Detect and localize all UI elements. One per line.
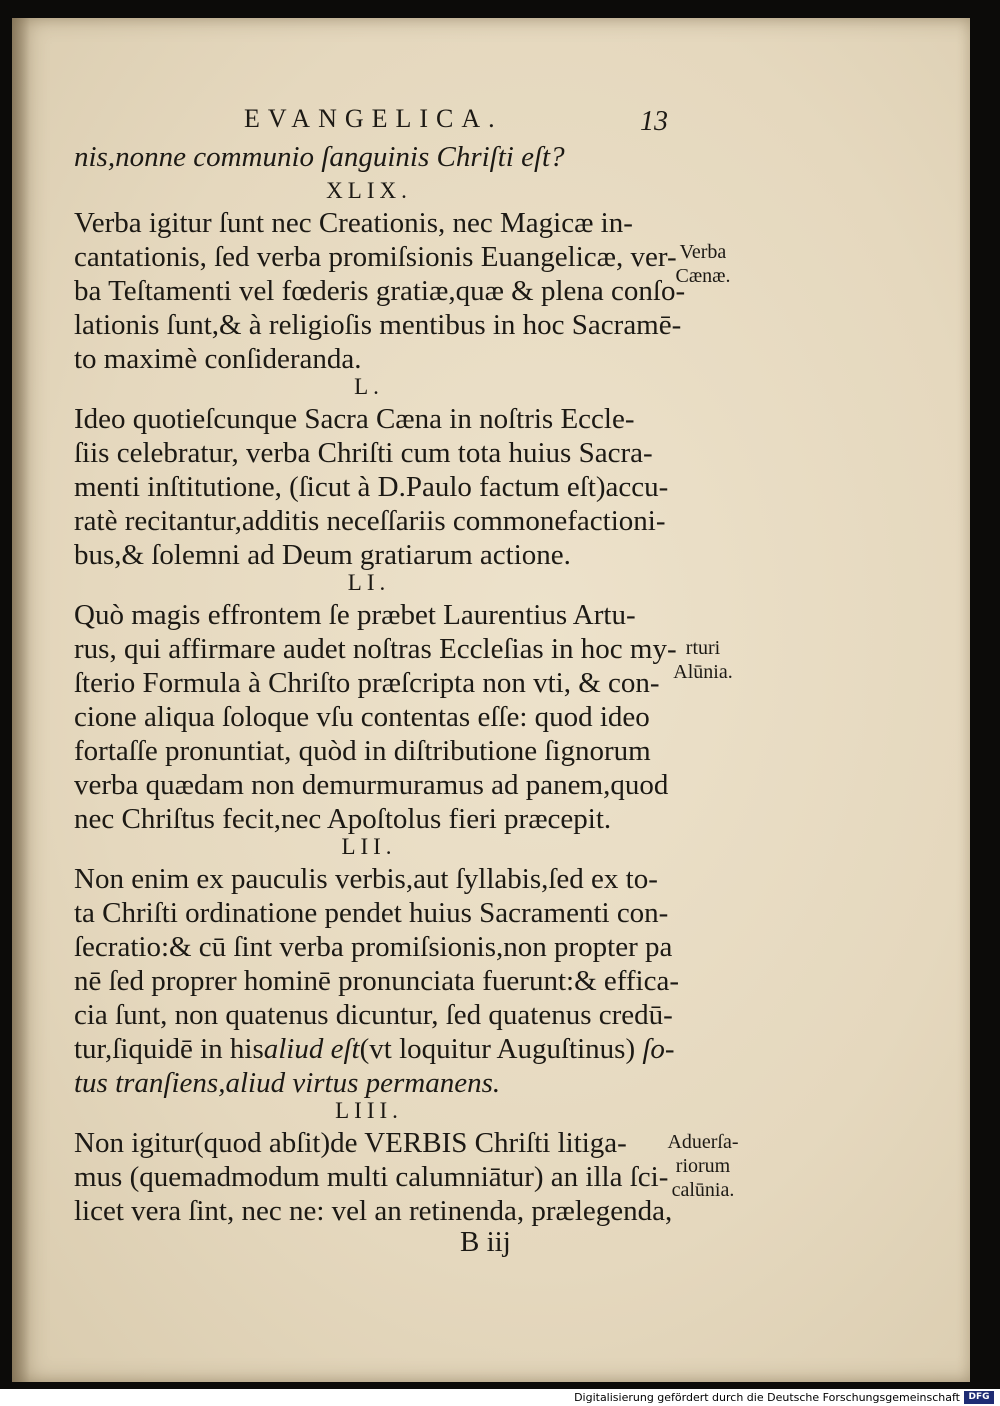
text-line: cia ſunt, non quatenus dicuntur, ſed quatenus credū- [74,999,673,1031]
margin-note-line: calūnia. [671,1179,735,1201]
margin-note [648,636,758,684]
section-heading: LII. [341,834,397,859]
margin-note [648,1130,758,1202]
text-line: ſecratio:& cū ſint verba promiſsionis,non propter pa [74,931,673,963]
text-line: nis,nonne communio ſanguinis Chriſti eſt? [74,141,565,173]
text-line: lationis ſunt,& à religioſis mentibus in hoc Sacramē- [74,309,682,341]
text-line: bus,& ſolemni ad Deum gratiarum actione. [74,539,571,571]
italic-segment: aliud eſt [263,1033,360,1065]
text-line: cione aliqua ſoloque vſu contentas eſſe: quod ideo [74,701,650,733]
margin-note-line: Aduerſa- [667,1131,739,1153]
section-heading: L. [354,374,384,399]
margin-note-line: Alūnia. [673,661,733,683]
text-line: cantationis, ſed verba promiſsionis Euangelicæ, ver- [74,241,677,273]
text-line: ta Chriſti ordinatione pendet huius Sacramenti con- [74,897,669,929]
margin-note-line: riorum [675,1155,731,1177]
text-line: ba Teſtamenti vel fœderis gratiæ,quæ & plena conſo- [74,275,686,307]
text-line: Ideo quotieſcunque Sacra Cæna in noſtris Eccle- [74,403,635,435]
text-line: rus, qui affirmare audet noſtras Eccleſias in hoc my- [74,633,677,665]
italic-segment: ſo- [642,1033,675,1065]
text-line: licet vera ſint, nec ne: vel an retinenda, prælegenda, [74,1195,673,1227]
text-line: to maximè conſideranda. [74,343,362,375]
text-line: ratè recitantur,additis neceſſariis commonefactioni- [74,505,666,537]
page-number: 13 [640,106,668,137]
dfg-logo: DFG [964,1391,994,1404]
text-line: mus (quemadmodum multi calumniātur) an illa ſci- [74,1161,669,1193]
text-line: Verba igitur ſunt nec Creationis, nec Magicæ in- [74,207,633,239]
page-gutter [12,18,30,1382]
section-heading: XLIX. [326,178,412,203]
text-line: tus tranſiens,aliud virtus permanens. [74,1067,501,1099]
text-line: fortaſſe pronuntiat, quòd in diſtributione ſignorum [74,735,651,767]
text-line: Quò magis effrontem ſe præbet Laurentius Artu- [74,599,636,631]
running-head: EVANGELICA. [244,104,503,133]
text-segment: tur,ſiquidē in his [74,1033,264,1065]
text-line: ſiis celebratur, verba Chriſti cum tota huius Sacra- [74,437,653,469]
text-line: verba quædam non demurmuramus ad panem,quod [74,769,669,801]
text-segment: (vt loquitur Auguſtinus) [359,1033,636,1065]
signature-mark: B iij [460,1226,511,1258]
text-line: menti inſtitutione, (ſicut à D.Paulo factum eſt)accu- [74,471,669,503]
text-line: nec Chriſtus fecit,nec Apoſtolus fieri præcepit. [74,803,612,835]
section-heading: LI. [347,570,391,595]
text-line [74,1032,675,1066]
margin-note-line: Verba [679,241,727,263]
section-heading: LIII. [335,1098,403,1123]
margin-note [648,240,758,288]
text-line: Non igitur(quod abſit)de VERBIS Chriſti litiga- [74,1127,627,1159]
book-page [12,18,970,1382]
margin-note-line: Cænæ. [675,265,731,287]
text-line: Non enim ex pauculis verbis,aut ſyllabis,ſed ex to- [74,863,658,895]
margin-note-line: rturi [685,637,721,659]
text-line: nē ſed proprer hominē pronunciata fuerunt:& effica- [74,965,679,997]
text-line: ſterio Formula à Chriſto præſcripta non vti, & con- [74,667,660,699]
funding-credit: Digitalisierung gefördert durch die Deutsche Forschungsgemeinschaft [574,1391,960,1404]
footer-bar [0,1389,1000,1406]
